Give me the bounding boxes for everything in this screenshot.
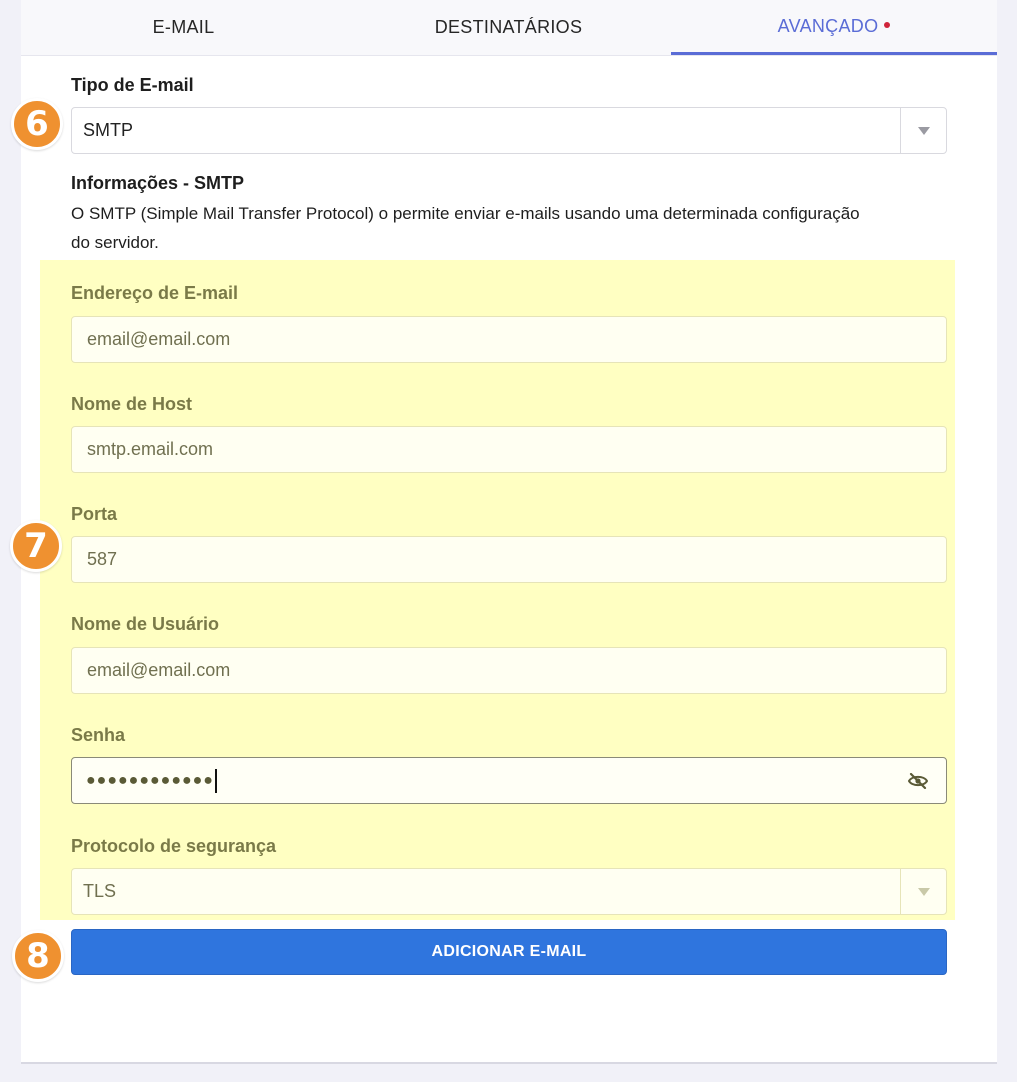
username-input[interactable] bbox=[71, 647, 947, 694]
email-type-select[interactable] bbox=[71, 107, 947, 154]
add-email-button[interactable] bbox=[71, 929, 947, 975]
password-masked-text: ●●●●●●●●●●●● bbox=[86, 771, 214, 789]
email-address-input[interactable] bbox=[71, 316, 947, 363]
step-badge-6: 6 bbox=[11, 98, 63, 150]
tab-advanced[interactable] bbox=[671, 0, 997, 55]
email-type-dropdown-toggle[interactable] bbox=[900, 108, 946, 153]
username-placeholder: email@email.com bbox=[87, 660, 231, 680]
tab-email-label: E-MAIL bbox=[152, 17, 215, 37]
port-label: Porta bbox=[71, 504, 118, 524]
smtp-info-title: Informações - SMTP bbox=[71, 173, 245, 193]
tab-advanced-label: AVANÇADO bbox=[777, 15, 879, 36]
eye-slash-icon[interactable] bbox=[898, 758, 938, 803]
security-protocol-label: Protocolo de segurança bbox=[71, 836, 277, 856]
host-name-input[interactable] bbox=[71, 426, 947, 473]
email-type-label: Tipo de E-mail bbox=[71, 75, 194, 95]
chevron-down-icon bbox=[918, 888, 930, 896]
unsaved-indicator-dot bbox=[884, 22, 890, 28]
tab-recipients-label: DESTINATÁRIOS bbox=[434, 17, 583, 37]
port-placeholder: 587 bbox=[87, 549, 118, 569]
add-email-button-label: ADICIONAR E-MAIL bbox=[431, 943, 587, 960]
step-badge-7: 7 bbox=[10, 520, 62, 572]
host-name-placeholder: smtp.email.com bbox=[87, 439, 214, 459]
smtp-info-text: O SMTP (Simple Mail Transfer Protocol) o permite enviar e-mails usando uma determinada configuração do servidor. bbox=[71, 204, 860, 252]
host-name-label: Nome de Host bbox=[71, 394, 193, 414]
page-bottom-strip bbox=[0, 1072, 1017, 1082]
tab-email[interactable] bbox=[21, 0, 346, 55]
settings-panel bbox=[21, 0, 997, 1064]
tab-recipients[interactable] bbox=[346, 0, 671, 55]
password-input[interactable] bbox=[71, 757, 947, 804]
step-badge-8: 8 bbox=[12, 930, 64, 982]
security-protocol-value: TLS bbox=[83, 881, 117, 901]
security-protocol-dropdown-toggle[interactable] bbox=[900, 869, 946, 914]
password-value bbox=[72, 769, 898, 793]
email-address-placeholder: email@email.com bbox=[87, 329, 231, 349]
security-protocol-select[interactable] bbox=[71, 868, 947, 915]
email-address-label: Endereço de E-mail bbox=[71, 283, 239, 303]
port-input[interactable] bbox=[71, 536, 947, 583]
password-label: Senha bbox=[71, 725, 126, 745]
text-caret bbox=[215, 769, 217, 793]
email-type-value: SMTP bbox=[83, 120, 134, 140]
chevron-down-icon bbox=[918, 127, 930, 135]
username-label: Nome de Usuário bbox=[71, 614, 220, 634]
tab-bar bbox=[21, 0, 997, 56]
